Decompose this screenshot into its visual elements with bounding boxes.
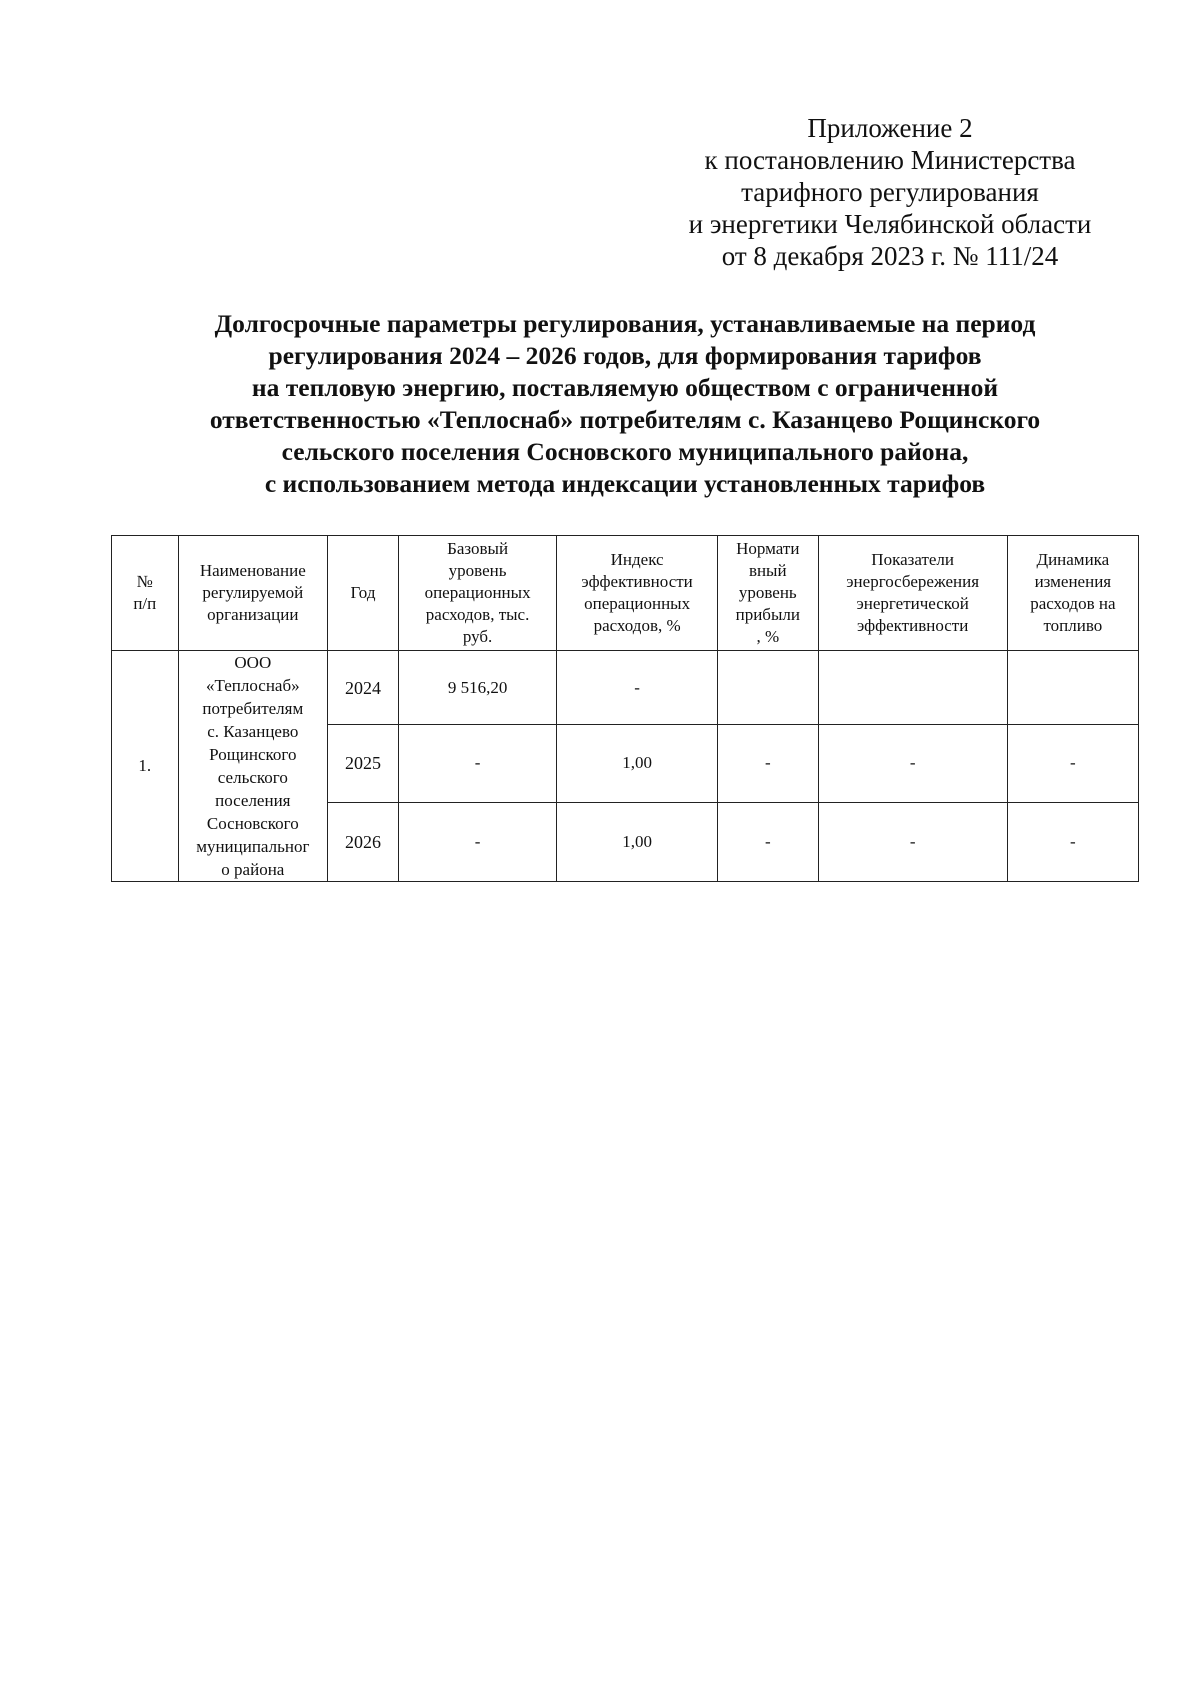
header-line: п/п (133, 594, 157, 613)
title-line: ответственностью «Теплоснаб» потребителям с. Казанцево Рощинского (209, 405, 1041, 434)
header-num (112, 536, 179, 651)
cell-year: 2024 (328, 651, 399, 725)
header-year (328, 536, 399, 651)
header-org (178, 536, 328, 651)
cell-year: 2026 (328, 802, 399, 881)
org-line: с. Казанцево (207, 722, 299, 741)
appendix-line: от 8 декабря 2023 г. № 111/24 (721, 241, 1059, 271)
header-base-opex (398, 536, 556, 651)
cell-profit-level: - (717, 725, 818, 802)
appendix-line: и энергетики Челябинской области (688, 209, 1092, 239)
cell-energy-indicators (818, 651, 1007, 725)
cell-base-opex: - (398, 725, 556, 802)
cell-base-opex: 9 516,20 (398, 651, 556, 725)
header-line: эффективности (856, 616, 969, 635)
header-line: Индекс (610, 550, 664, 569)
cell-org (178, 651, 328, 882)
header-line: энергетической (856, 594, 969, 613)
cell-num: 1. (112, 651, 179, 882)
cell-year: 2025 (328, 725, 399, 802)
header-line: № (136, 572, 153, 591)
table-header-row (112, 536, 1139, 651)
org-line: Рощинского (209, 745, 297, 764)
header-line: регулируемой (202, 583, 304, 602)
header-line: , % (756, 627, 780, 646)
table-row (112, 651, 1139, 725)
title-line: на тепловую энергию, поставляемую обществом с ограниченной (251, 373, 999, 402)
cell-efficiency-index: 1,00 (557, 802, 718, 881)
header-line: Динамика (1036, 550, 1110, 569)
appendix-line: к постановлению Министерства (704, 145, 1076, 175)
header-line: Наименование (199, 561, 306, 580)
org-line: Сосновского (206, 814, 299, 833)
header-line: топливо (1043, 616, 1103, 635)
title-line: Долгосрочные параметры регулирования, устанавливаемые на период (214, 309, 1036, 338)
header-line: уровень (448, 561, 507, 580)
org-line: сельского (217, 768, 288, 787)
org-line: ООО (234, 653, 272, 672)
org-line: потребителям (202, 699, 304, 718)
cell-efficiency-index: - (557, 651, 718, 725)
cell-base-opex: - (398, 802, 556, 881)
header-line: прибыли (735, 605, 800, 624)
cell-profit-level: - (717, 802, 818, 881)
title-line: сельского поселения Сосновского муниципального района, (281, 437, 969, 466)
header-line: Год (350, 583, 376, 602)
cell-energy-indicators: - (818, 802, 1007, 881)
header-line: изменения (1034, 572, 1112, 591)
title-line: регулирования 2024 – 2026 годов, для формирования тарифов (268, 341, 982, 370)
parameters-table (111, 535, 1139, 882)
header-line: энергосбережения (846, 572, 980, 591)
header-line: расходов, тыс. (425, 605, 530, 624)
header-line: организации (207, 605, 299, 624)
header-line: Показатели (871, 550, 954, 569)
cell-efficiency-index: 1,00 (557, 725, 718, 802)
cell-fuel-dynamics (1007, 651, 1138, 725)
org-line: муниципальног (196, 837, 310, 856)
org-line: «Теплоснаб» (206, 676, 300, 695)
header-line: Нормати (736, 539, 800, 558)
header-fuel-dynamics (1007, 536, 1138, 651)
header-line: расходов на (1030, 594, 1116, 613)
header-line: операционных (424, 583, 531, 602)
header-line: операционных (584, 594, 691, 613)
appendix-block (640, 112, 1140, 272)
header-line: эффективности (581, 572, 693, 591)
header-line: Базовый (447, 539, 509, 558)
document-title (130, 308, 1120, 500)
appendix-line: тарифного регулирования (741, 177, 1039, 207)
cell-fuel-dynamics: - (1007, 725, 1138, 802)
header-line: расходов, % (593, 616, 681, 635)
header-efficiency-index (557, 536, 718, 651)
cell-energy-indicators: - (818, 725, 1007, 802)
header-line: руб. (462, 627, 493, 646)
title-line: с использованием метода индексации установленных тарифов (264, 469, 986, 498)
header-line: вный (748, 561, 787, 580)
header-profit-level (717, 536, 818, 651)
org-line: о района (221, 860, 285, 879)
header-line: уровень (738, 583, 797, 602)
cell-fuel-dynamics: - (1007, 802, 1138, 881)
cell-profit-level (717, 651, 818, 725)
org-line: поселения (215, 791, 291, 810)
appendix-line: Приложение 2 (807, 113, 973, 143)
header-energy-indicators (818, 536, 1007, 651)
